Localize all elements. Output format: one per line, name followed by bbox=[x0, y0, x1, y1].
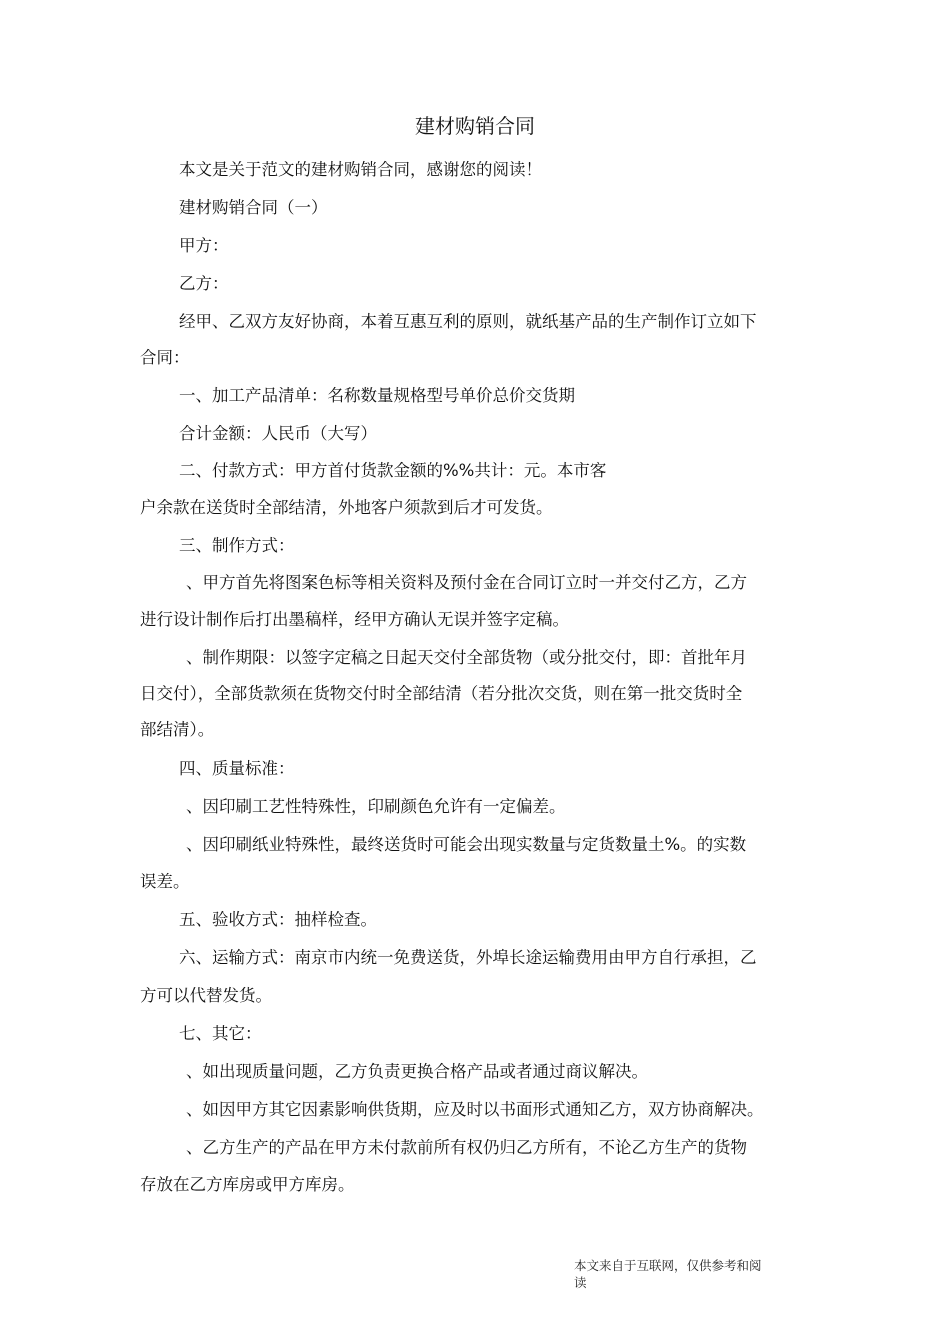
clause-4-heading: 四、质量标准： bbox=[179, 759, 295, 778]
clause-3-item-1-line-1: 、甲方首先将图案色标等相关资料及预付金在合同订立时一并交付乙方，乙方 bbox=[186, 573, 747, 592]
clause-4-item-2-line-1: 、因印刷纸业特殊性，最终送货时可能会出现实数量与定货数量土%。的实数 bbox=[186, 835, 747, 854]
clause-3-item-2-line-3: 部结清）。 bbox=[140, 720, 215, 739]
footer-note-line-2: 读 bbox=[574, 1275, 587, 1290]
clause-2-line-1: 二、付款方式：甲方首付货款金额的%%共计：元。本市客 bbox=[179, 461, 607, 480]
footer-note bbox=[574, 1257, 794, 1291]
clause-4-item-2-line-2: 误差。 bbox=[140, 872, 190, 891]
clause-3-heading: 三、制作方式： bbox=[179, 536, 295, 555]
clause-2-line-2: 户余款在送货时全部结清，外地客户须款到后才可发货。 bbox=[140, 498, 553, 517]
intro-line: 本文是关于范文的建材购销合同，感谢您的阅读！ bbox=[179, 160, 542, 179]
preamble-line-2: 合同： bbox=[140, 348, 190, 367]
clause-7-item-3-line-1: 、乙方生产的产品在甲方未付款前所有权仍归乙方所有，不论乙方生产的货物 bbox=[186, 1138, 747, 1157]
document-title: 建材购销合同 bbox=[415, 114, 535, 138]
clause-7-item-3-line-2: 存放在乙方库房或甲方库房。 bbox=[140, 1175, 355, 1194]
contract-heading: 建材购销合同（一） bbox=[179, 198, 328, 217]
clause-3-item-1-line-2: 进行设计制作后打出墨稿样，经甲方确认无误并签字定稿。 bbox=[140, 610, 569, 629]
clause-3-item-2-line-1: 、制作期限：以签字定稿之日起天交付全部货物（或分批交付，即：首批年月 bbox=[186, 648, 747, 667]
preamble-line-1: 经甲、乙双方友好协商，本着互惠互利的原则，就纸基产品的生产制作订立如下 bbox=[179, 312, 757, 331]
total-amount: 合计金额：人民币（大写） bbox=[179, 424, 377, 443]
party-b-label: 乙方： bbox=[179, 274, 229, 293]
clause-7-item-2: 、如因甲方其它因素影响供货期，应及时以书面形式通知乙方，双方协商解决。 bbox=[186, 1100, 764, 1119]
clause-6-line-2: 方可以代替发货。 bbox=[140, 986, 272, 1005]
clause-4-item-1: 、因印刷工艺性特殊性，印刷颜色允许有一定偏差。 bbox=[186, 797, 566, 816]
clause-7-heading: 七、其它： bbox=[179, 1024, 262, 1043]
clause-5: 五、验收方式：抽样检查。 bbox=[179, 910, 377, 929]
clause-7-item-1: 、如出现质量问题，乙方负责更换合格产品或者通过商议解决。 bbox=[186, 1062, 648, 1081]
clause-6-line-1: 六、运输方式：南京市内统一免费送货，外埠长途运输费用由甲方自行承担，乙 bbox=[179, 948, 757, 967]
clause-1: 一、加工产品清单：名称数量规格型号单价总价交货期 bbox=[179, 386, 575, 405]
footer-note-line-1: 本文来自于互联网，仅供参考和阅 bbox=[574, 1258, 762, 1273]
party-a-label: 甲方： bbox=[179, 236, 229, 255]
clause-3-item-2-line-2: 日交付），全部货款须在货物交付时全部结清（若分批次交货，则在第一批交货时全 bbox=[140, 684, 743, 703]
